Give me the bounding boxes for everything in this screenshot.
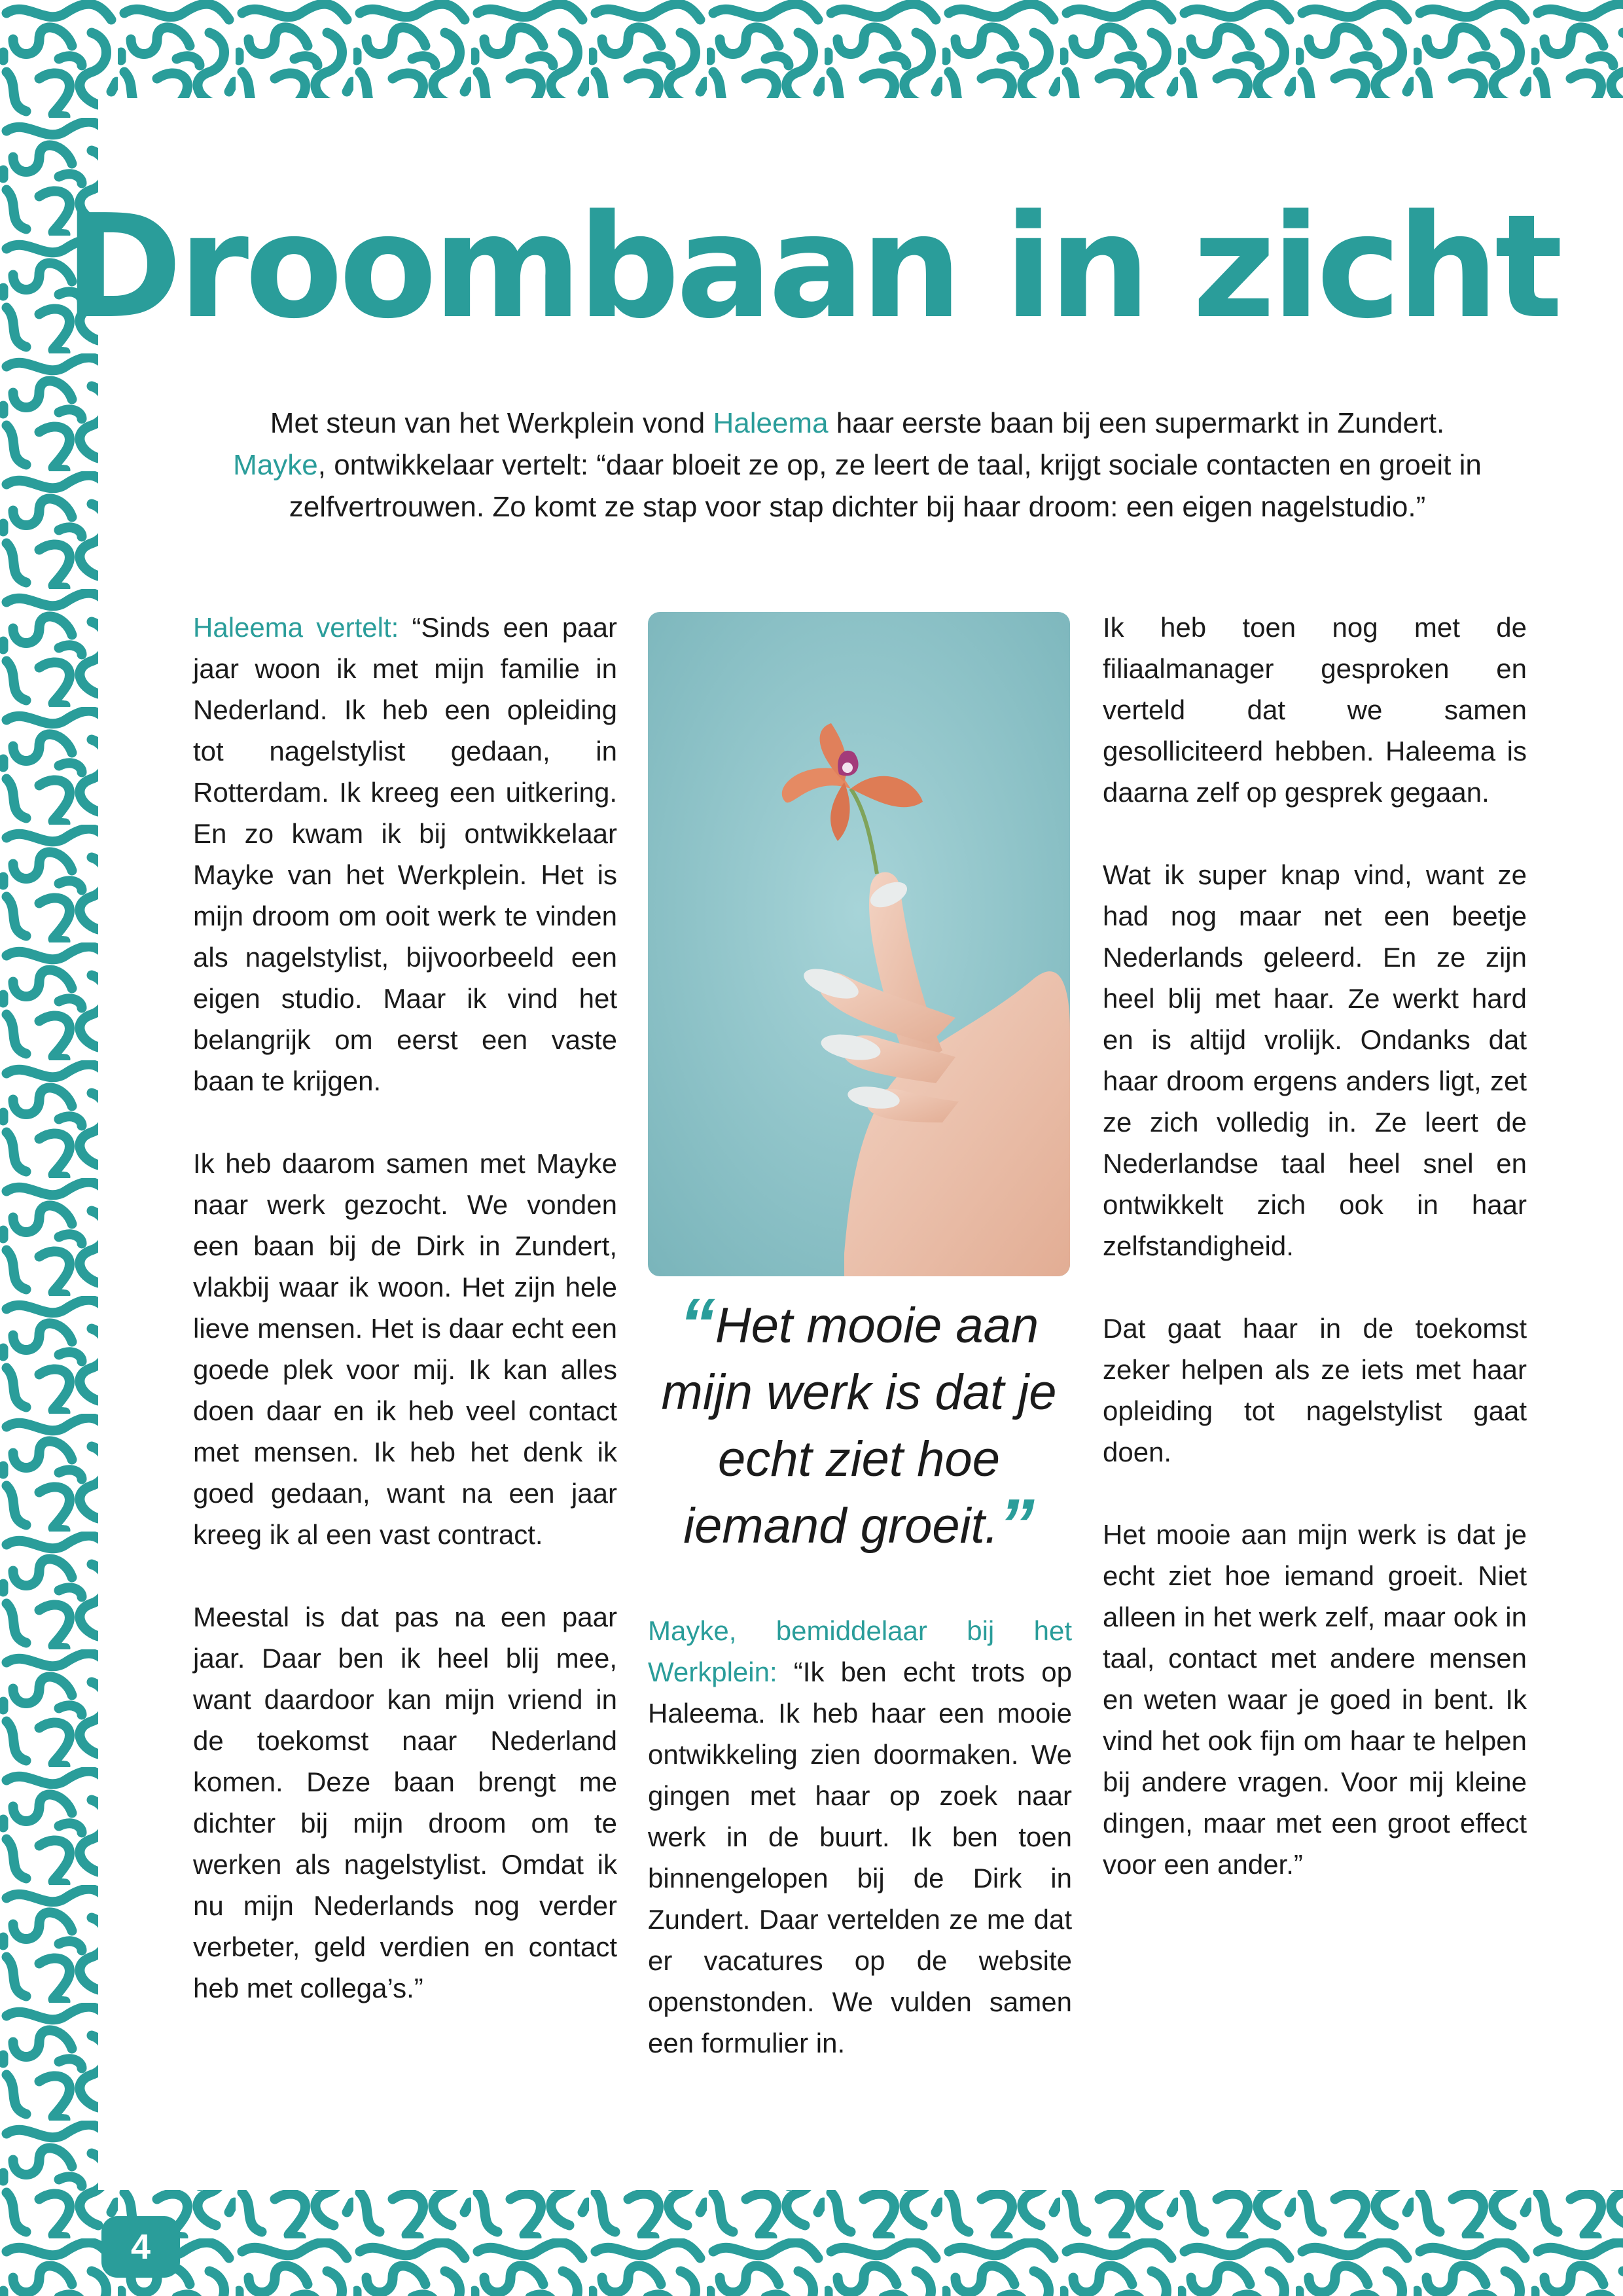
paragraph: Ik heb daarom samen met Mayke naar werk gezocht. We vonden een baan bij de Dirk in Zundert, vlakbij waar ik woon. Het zijn hele lieve mensen. Het is daar echt een goede plek voor mij. Ik kan alles doen daar en ik heb veel contact met mensen. Ik heb het denk ik goed gedaan, want na een jaar kreeg ik al een vast contract. bbox=[193, 1148, 617, 1550]
article-column-2 bbox=[648, 1610, 1072, 2105]
article-column-1 bbox=[193, 607, 617, 2050]
photo-hand-with-flower bbox=[648, 612, 1070, 1276]
speaker-label: Haleema vertelt: bbox=[193, 612, 399, 643]
pull-quote-text: Het mooie aan mijn werk is dat je echt ziet hoe iemand groeit. bbox=[661, 1298, 1057, 1554]
close-quote-mark: ” bbox=[998, 1484, 1035, 1565]
intro-paragraph bbox=[216, 403, 1499, 528]
intro-text: , ontwikkelaar vertelt: “daar bloeit ze op, ze leert de taal, krijgt sociale contacten en groeit in zelfvertrouwen. Zo komt ze stap voor stap dichter bij haar droom: een eigen nagelstudio.” bbox=[289, 449, 1482, 523]
paragraph-text: “Sinds een paar jaar woon ik met mijn familie in Nederland. Ik heb een opleiding tot nagelstylist gedaan, in Rotterdam. Ik kreeg een uitkering. En zo kwam ik bij ontwikkelaar Mayke van het Werkplein. Het is mijn droom om ooit werk te vinden als nagelstylist, bijvoorbeeld een eigen studio. Maar ik vind het belangrijk om eerst een vaste baan te krijgen. bbox=[193, 612, 617, 1096]
article-column-3 bbox=[1103, 607, 1527, 1926]
pull-quote bbox=[648, 1284, 1070, 1565]
paragraph: Ik heb toen nog met de filiaalmanager gesproken en verteld dat we samen gesolliciteerd hebben. Haleema is daarna zelf op gesprek gegaan. bbox=[1103, 612, 1527, 808]
paragraph: Dat gaat haar in de toekomst zeker helpen als ze iets met haar opleiding tot nagelstylist gaat doen. bbox=[1103, 1313, 1527, 1467]
paragraph bbox=[648, 1610, 1072, 2064]
paragraph: Meestal is dat pas na een paar jaar. Daar ben ik heel blij mee, want daardoor kan mijn vriend in de toekomst naar Nederland komen. Deze baan brengt me dichter bij mijn droom om te werken als nagelstylist. Omdat ik nu mijn Nederlands nog verder verbeter, geld verdien en contact heb met collega’s.” bbox=[193, 1602, 617, 2003]
paragraph: Het mooie aan mijn werk is dat je echt ziet hoe iemand groeit. Niet alleen in het werk zelf, maar ook in taal, contact met andere mensen en weten waar je goed in bent. Ik vind het ook fijn om haar te helpen bij andere vragen. Voor mij kleine dingen, maar met een groot effect voor een ander.” bbox=[1103, 1519, 1527, 1880]
intro-text: Met steun van het Werkplein vond bbox=[270, 407, 713, 439]
page-number-badge: 4 bbox=[101, 2216, 180, 2278]
intro-name-haleema: Haleema bbox=[713, 407, 829, 439]
intro-name-mayke: Mayke bbox=[233, 449, 318, 481]
paragraph-text: “Ik ben echt trots op Haleema. Ik heb haar een mooie ontwikkeling zien doormaken. We gingen met haar op zoek naar werk in de buurt. Ik ben toen binnengelopen bij de Dirk in Zundert. Daar vertelden ze me dat er vacatures op de website openstonden. We vulden samen een formulier in. bbox=[648, 1657, 1072, 2058]
open-quote-mark: “ bbox=[679, 1284, 715, 1365]
page-title: Droombaan in zicht bbox=[63, 185, 1560, 350]
speaker-label: Mayke, bemiddelaar bij het Werkplein: bbox=[648, 1615, 1072, 1687]
paragraph: Wat ik super knap vind, want ze had nog maar net een beetje Nederlands geleerd. En ze zijn heel blij met haar. Ze werkt hard en is altijd vrolijk. Ondanks dat haar droom ergens anders ligt, zet ze zich volledig in. Ze leert de Nederlandse taal heel snel en ontwikkelt zich ook in haar zelfstandigheid. bbox=[1103, 859, 1527, 1261]
intro-text: haar eerste baan bij een supermarkt in Zundert. bbox=[828, 407, 1445, 439]
paragraph bbox=[193, 607, 617, 1102]
